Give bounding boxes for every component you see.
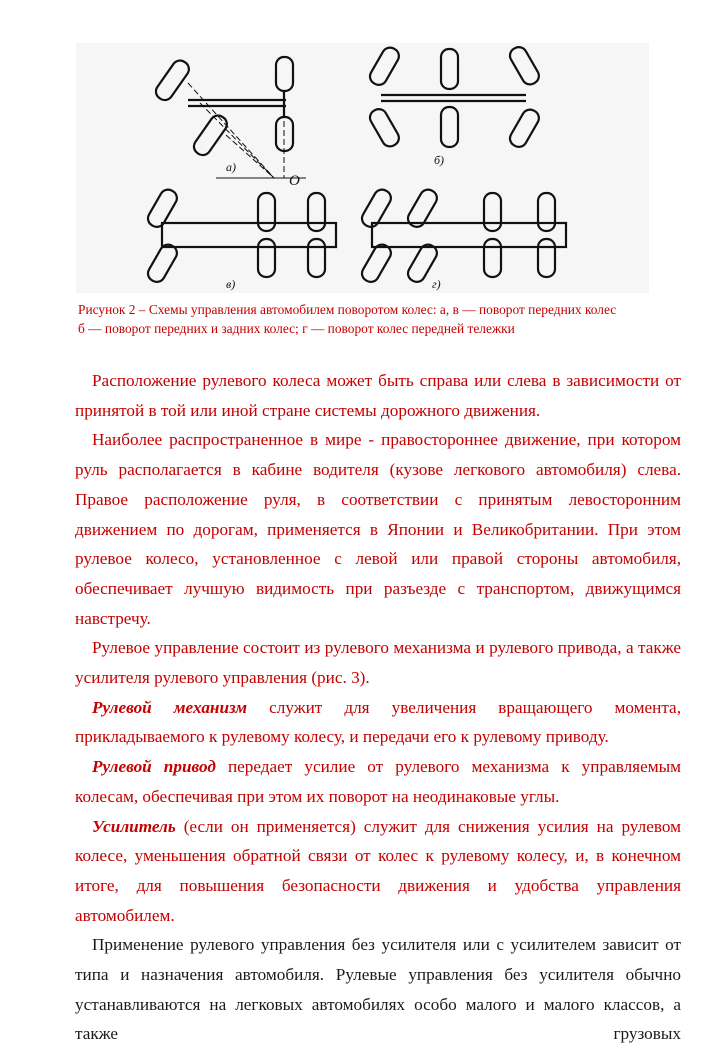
caption-line-1: Рисунок 2 – Схемы управления автомобилем поворотом колес: а, в — поворот передних колес bbox=[78, 302, 617, 317]
label-a: а) bbox=[226, 160, 236, 174]
caption-line-2: б — поворот передних и задних колес; г — поворот колес передней тележки bbox=[78, 321, 515, 336]
steering-schemes-drawing bbox=[76, 43, 649, 293]
label-pivot-o: O bbox=[289, 173, 300, 189]
paragraph-1: Расположение рулевого колеса может быть справа или слева в зависимости от принятой в той или иной стране системы дорожного движения. bbox=[75, 371, 681, 420]
paragraph-5-text: передает усилие от рулевого механизма к управляемым колесам, обеспечивая при этом их поворот на неодинаковые углы. bbox=[75, 757, 681, 806]
label-b: б) bbox=[434, 153, 445, 167]
paragraph-2: Наиболее распространенное в мире - правостороннее движение, при котором руль располагается в кабине водителя (кузове легкового автомобиля) слева. Правое расположение руля, в соответствии с принятым левосторонним движением по дорогам, применяется в Японии и Великобритании. При этом рулевое колесо, установленное с левой или правой стороны автомобиля, обеспечивает лучшую видимость при разъезде с транспортом, движущимся навстречу. bbox=[75, 430, 681, 628]
body-text bbox=[75, 366, 681, 1049]
scheme-b bbox=[367, 44, 542, 150]
figure-caption bbox=[78, 300, 658, 338]
scheme-v bbox=[145, 187, 336, 285]
term-steering-mechanism: Рулевой механизм bbox=[92, 697, 248, 717]
paragraph-4 bbox=[75, 693, 681, 752]
paragraph-3: Рулевое управление состоит из рулевого механизма и рулевого привода, а также усилителя рулевого управления (рис. 3). bbox=[75, 638, 681, 688]
paragraph-4-text: служит для увеличения вращающего момента, прикладываемого к рулевому колесу, и передачи его к рулевому приводу. bbox=[75, 697, 681, 747]
paragraph-7: Применение рулевого управления без усилителя или с усилителем зависит от типа и назначения автомобиля. Рулевые управления без усилителя обычно устанавливаются на легковых автомобилях особо малого и малого классов, а также грузовых bbox=[75, 935, 681, 1044]
steering-schemes-figure bbox=[76, 43, 649, 293]
paragraph-6-text: (если он применяется) служит для снижения усилия на рулевом колесе, уменьшения обратной связи от колес к рулевому колесу, и, в конечном итоге, для повышения безопасности движения и удобства управления автомобилем. bbox=[75, 816, 681, 925]
term-power-assist: Усилитель bbox=[92, 816, 176, 836]
scheme-g bbox=[359, 187, 566, 285]
paragraph-5 bbox=[75, 752, 681, 811]
label-v: в) bbox=[226, 277, 236, 291]
paragraph-6 bbox=[75, 812, 681, 931]
term-steering-drive: Рулевой привод bbox=[92, 757, 216, 777]
label-g: г) bbox=[432, 277, 441, 291]
